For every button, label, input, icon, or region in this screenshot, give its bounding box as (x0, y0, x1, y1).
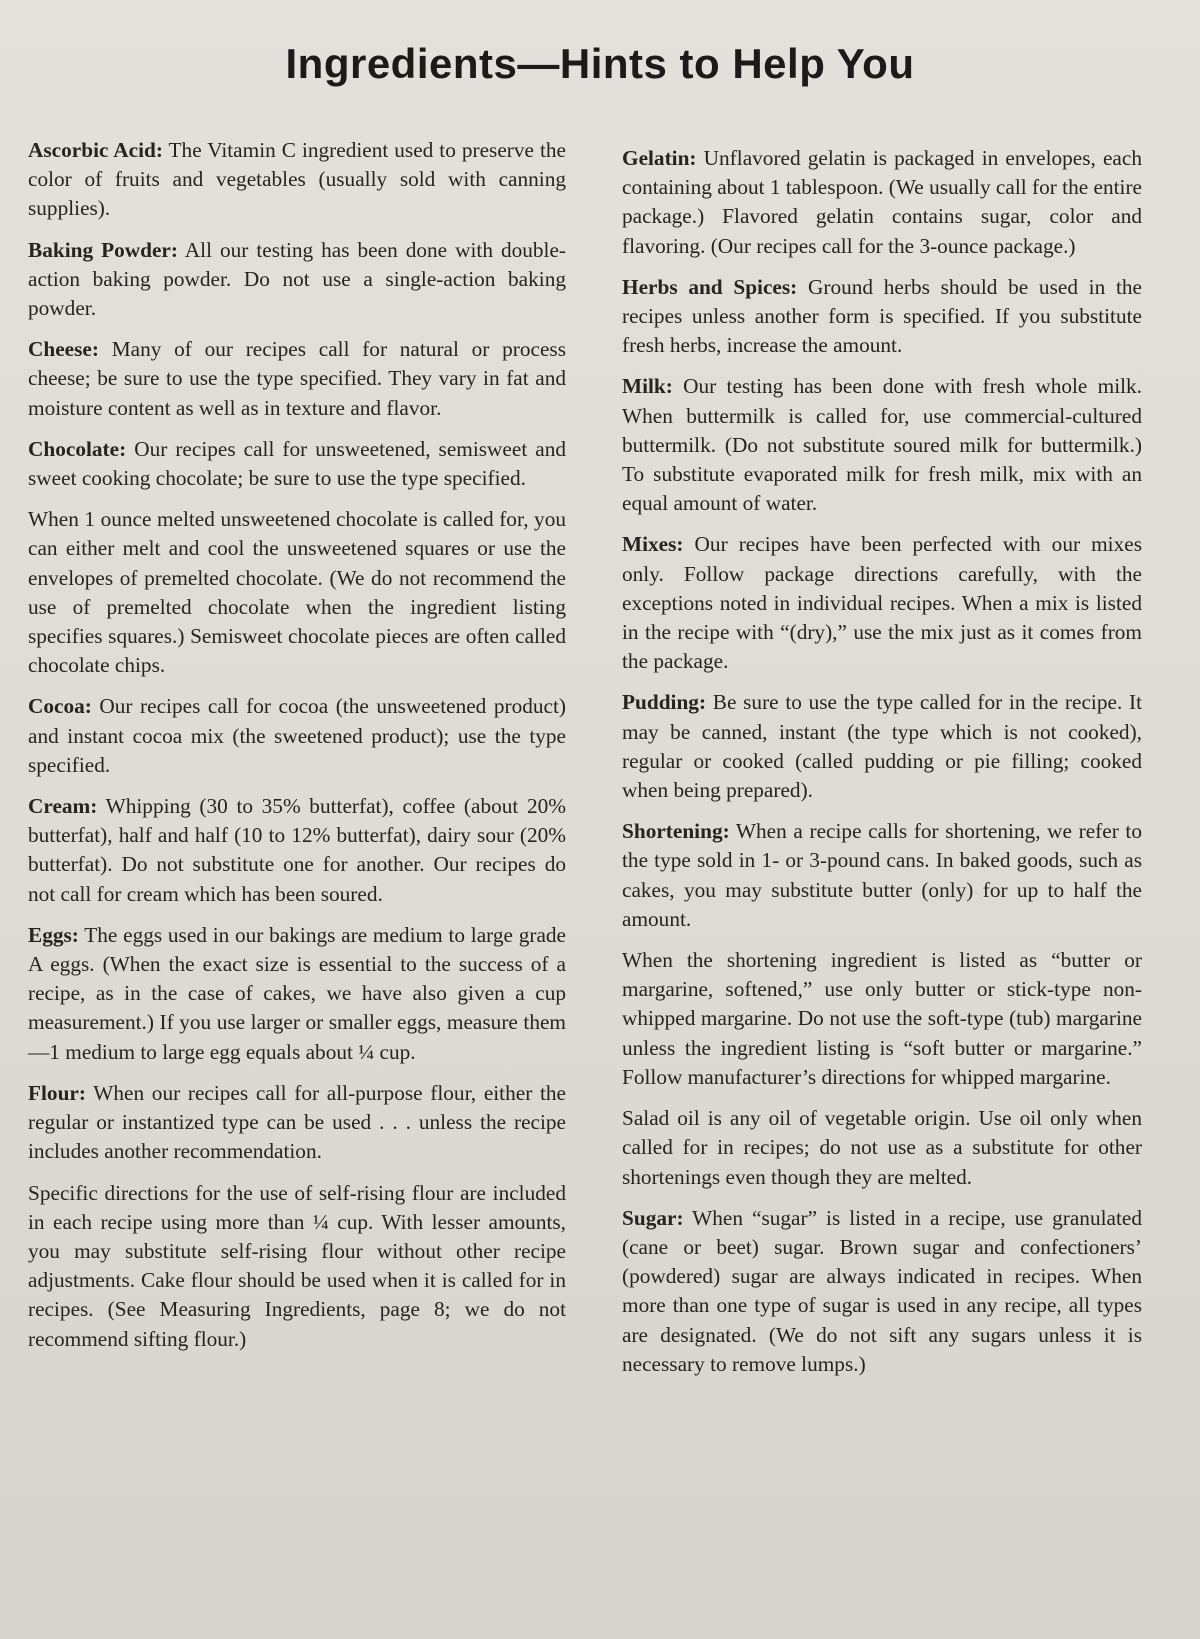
entry-pudding (622, 688, 1142, 805)
entry-term: Flour: (28, 1080, 86, 1105)
entry-text: Whipping (30 to 35% butterfat), coffee (about 20% butterfat), half and half (10 to 12% butterfat), dairy sour (20% butterfat). Do not substitute one for another. Our recipes do not call for cream which has been soured. (28, 794, 566, 906)
entry-text: Our recipes call for cocoa (the unsweetened product) and instant cocoa mix (the sweetened product); use the type specified. (28, 694, 566, 777)
entry-text: Our testing has been done with fresh whole milk. When buttermilk is called for, use commercial-cultured buttermilk. (Do not substitute soured milk for buttermilk.) To substitute evaporated milk for fresh milk, mix with an equal amount of water. (622, 374, 1142, 516)
entry-term: Eggs: (28, 922, 79, 947)
entry-text: When a recipe calls for shortening, we refer to the type sold in 1- or 3-pound cans. In baked goods, such as cakes, you may substitute butter (only) for up to half the amount. (622, 819, 1142, 931)
entry-term: Ascorbic Acid: (28, 138, 163, 162)
entry-term: Cheese: (28, 337, 99, 362)
entry-term: Baking Powder: (28, 237, 178, 262)
entry-term: Chocolate: (28, 436, 127, 461)
entry-text: When the shortening ingredient is listed as “butter or margarine, softened,” use only butter or stick-type non-whipped margarine. Do not use the soft-type (tub) margarine unless the ingredient listing is “soft butter or margarine.” Follow manufacturer’s directions for whipped margarine. (622, 948, 1142, 1089)
entry-term: Cream: (28, 794, 98, 819)
entry-text: Specific directions for the use of self-rising flour are included in each recipe using more than ¼ cup. With lesser amounts, you may substitute self-rising flour without other recipe adjustments. Cake flour should be used when it is called for in recipes. (See Measuring Ingredients, page 8; we do not recommend sifting flour.) (28, 1180, 566, 1351)
entry-term: Shortening: (622, 819, 730, 844)
entry-gelatin (622, 144, 1142, 261)
entry-flour-continued (28, 1179, 566, 1354)
entry-chocolate (28, 435, 566, 493)
entry-term: Herbs and Spices: (622, 274, 798, 299)
entry-term: Pudding: (622, 690, 707, 715)
entry-text: Be sure to use the type called for in the recipe. It may be canned, instant (the type which is not cooked), regular or cooked (called pudding or pie filling; cooked when being prepared). (622, 690, 1142, 803)
page-title: Ingredients—Hints to Help You (285, 40, 915, 87)
entry-term: Milk: (622, 374, 673, 399)
entry-cheese (28, 335, 566, 423)
entry-text: When 1 ounce melted unsweetened chocolate is called for, you can either melt and cool the unsweetened squares or use the envelopes of premelted chocolate. (We do not recommend the use of premelted chocolate when the ingredient listing specifies squares.) Semisweet chocolate pieces are often called chocolate chips. (28, 507, 566, 678)
entry-cream (28, 792, 566, 909)
entry-salad-oil (622, 1104, 1142, 1192)
entry-herbs-and-spices (622, 273, 1142, 361)
entry-sugar (622, 1204, 1142, 1379)
entry-ascorbic-acid (28, 136, 566, 224)
entry-term: Sugar: (622, 1205, 684, 1230)
entry-text: The eggs used in our bakings are medium to large grade A eggs. (When the exact size is essential to the success of a recipe, as in the case of cakes, we have also given a cup measurement.) If you use larger or smaller eggs, measure them—1 medium to large egg equals about ¼ cup. (28, 922, 566, 1064)
entry-text: The Vitamin C ingredient used to preserve the color of fruits and vegetables (usually sold with canning supplies). (28, 138, 566, 221)
entry-text: When our recipes call for all-purpose flour, either the regular or instantized type can be used . . . unless the recipe includes another recommendation. (28, 1080, 566, 1164)
entry-text: Salad oil is any oil of vegetable origin. Use oil only when called for in recipes; do not use as a substitute for other shortenings even though they are melted. (622, 1106, 1142, 1189)
entry-shortening-continued (622, 946, 1142, 1092)
entry-shortening (622, 817, 1142, 934)
entry-chocolate-continued (28, 505, 566, 680)
entry-text: Ground herbs should be used in the recipes unless another form is specified. If you substitute fresh herbs, increase the amount. (622, 274, 1142, 358)
entry-term: Mixes: (622, 532, 684, 557)
entry-milk (622, 372, 1142, 518)
entry-text: When “sugar” is listed in a recipe, use granulated (cane or beet) sugar. Brown sugar and confectioners’ (powdered) sugar are always indicated in recipes. When more than one type of sugar is used in any recipe, all types are designated. (We do not sift any sugars unless it is necessary to remove lumps.) (622, 1205, 1142, 1376)
entry-term: Gelatin: (622, 146, 697, 170)
entry-text: All our testing has been done with double-action baking powder. Do not use a single-action baking powder. (28, 237, 567, 321)
entry-text: Unflavored gelatin is packaged in envelopes, each containing about 1 tablespoon. (We usually call for the entire package.) Flavored gelatin contains sugar, color and flavoring. (Our recipes call for the 3-ounce package.) (622, 146, 1142, 258)
left-column (28, 136, 566, 1366)
entry-cocoa (28, 692, 566, 780)
entry-text: Many of our recipes call for natural or process cheese; be sure to use the type specified. They vary in fat and moisture content as well as in texture and flavor. (28, 337, 566, 420)
entry-baking-powder (28, 236, 566, 324)
entry-text: Our recipes call for unsweetened, semisweet and sweet cooking chocolate; be sure to use the type specified. (28, 436, 566, 491)
entry-text: Our recipes have been perfected with our mixes only. Follow package directions carefully, with the exceptions noted in individual recipes. When a mix is listed in the recipe with “(dry),” use the mix just as it comes from the package. (622, 532, 1142, 674)
right-column (622, 144, 1142, 1391)
entry-mixes (622, 530, 1142, 676)
entry-flour (28, 1079, 566, 1167)
entry-term: Cocoa: (28, 694, 92, 719)
entry-eggs (28, 921, 566, 1067)
